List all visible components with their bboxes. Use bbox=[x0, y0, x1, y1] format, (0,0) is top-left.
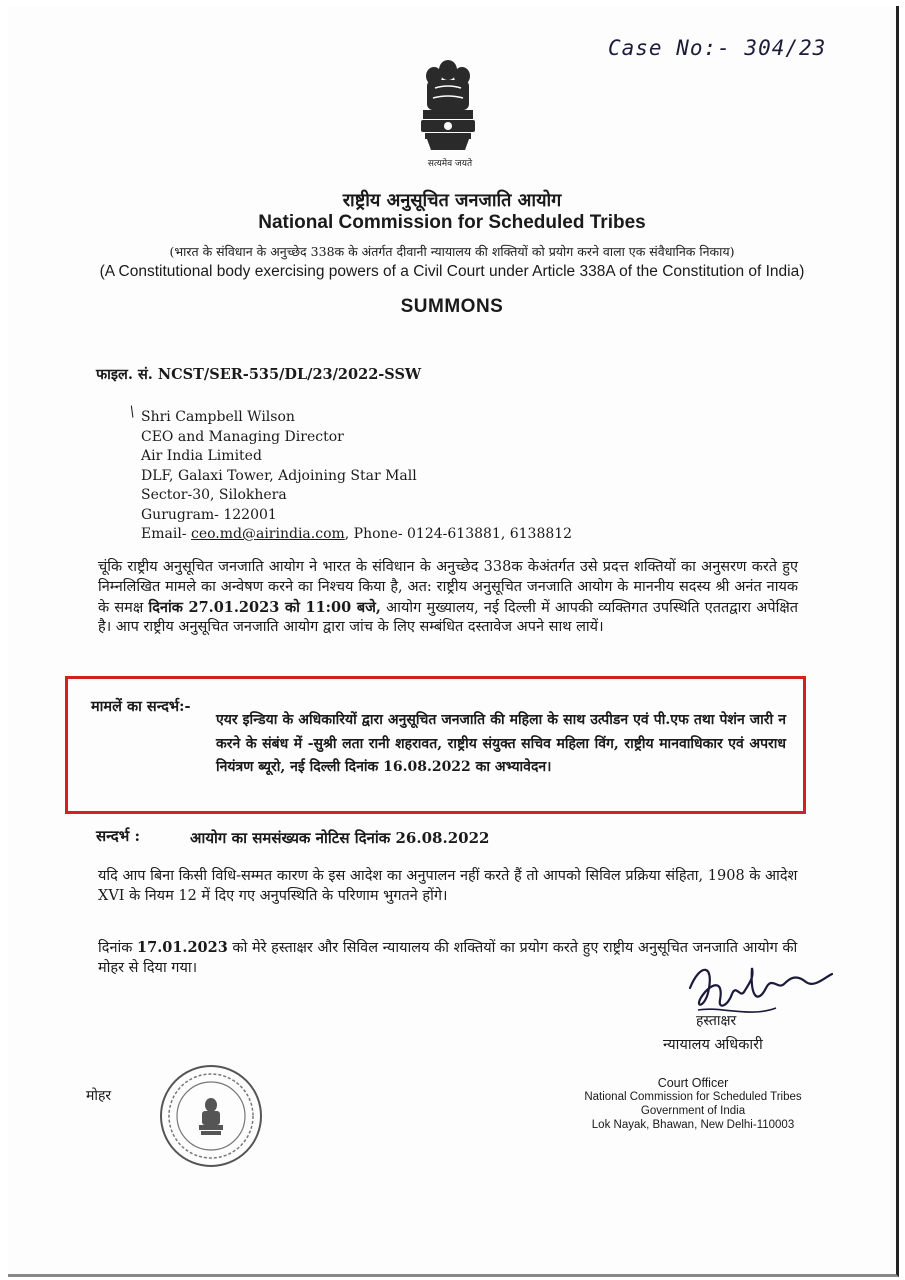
email-label: Email- bbox=[141, 526, 191, 542]
commission-subtitle-hindi: (भारत के संविधान के अनुच्छेद 338क के अंतर्गत दीवानी न्यायालय की शक्तियों को प्रयोग करने वाला एक संवैधानिक निकाय) bbox=[169, 244, 735, 259]
commission-title-hindi: राष्ट्रीय अनुसूचित जनजाति आयोग bbox=[342, 190, 562, 211]
addressee-company: Air India Limited bbox=[141, 448, 262, 464]
court-officer-block bbox=[568, 1076, 818, 1132]
para1-text-a: चूंकि राष्ट्रीय अनुसूचित जनजाति आयोग ने भारत के संविधान के अनुच्छेद 338क केअंतर्गत उसे प्रदत्त शक्तियों का अनुसरण करते हुए निम्नलिखित मामले का अन्वेषण करने का निश्चय किया है, अत: राष्ट्रीय अनुसूचित जनजाति आयोग के माननीय सदस्य श्री अनंत नायक के समक्ष bbox=[98, 559, 798, 616]
email-link[interactable]: ceo.md@airindia.com bbox=[190, 526, 345, 542]
tick-mark-icon: / bbox=[126, 403, 138, 421]
officer-address: Lok Nayak, Bhawan, New Delhi-110003 bbox=[591, 1119, 795, 1131]
court-officer-hindi: न्यायालय अधिकारी bbox=[663, 1037, 763, 1053]
case-reference-label: मामलें का सन्दर्भ:- bbox=[91, 698, 191, 715]
para3-text-b: को मेरे हस्ताक्षर और सिविल न्यायालय की शक्तियों का प्रयोग करते हुए राष्ट्रीय अनुसूचित जनजाति आयोग की मोहर से दिया गया। bbox=[98, 940, 798, 976]
phone-text: , Phone- 0124-613881, 6138812 bbox=[344, 526, 573, 542]
addressee-city: Gurugram- 122001 bbox=[141, 506, 277, 523]
addressee-contact bbox=[141, 525, 572, 545]
reference-text: आयोग का समसंख्यक नोटिस दिनांक 26.08.2022 bbox=[190, 829, 490, 847]
officer-organization: National Commission for Scheduled Tribes bbox=[584, 1091, 802, 1103]
para3-text-a: दिनांक bbox=[98, 940, 138, 956]
addressee-designation: CEO and Managing Director bbox=[141, 428, 344, 445]
officer-government: Government of India bbox=[640, 1105, 746, 1117]
commission-title-english: National Commission for Scheduled Tribes bbox=[258, 212, 646, 233]
officer-title: Court Officer bbox=[657, 1076, 729, 1090]
reference-label: सन्दर्भ : bbox=[96, 827, 141, 845]
addressee-address-line-1: DLF, Galaxi Tower, Adjoining Star Mall bbox=[141, 467, 417, 484]
document-heading: SUMMONS bbox=[400, 296, 504, 317]
case-reference-text: एयर इन्डिया के अधिकारियों द्वारा अनुसूचित जनजाति की महिला के साथ उत्पीडन एवं पी.एफ तथा पेशंन जारी न करने के संबंध में -सुश्री लता रानी शहरावत, राष्ट्रीय संयुक्त सचिव महिला विंग, राष्ट्रीय मानवाधिकार एवं अपराध नियंत्रण ब्यूरो, नई दिल्ली दिनांक 16.08.2022 का अभ्यावेदन। bbox=[216, 712, 786, 775]
case-number-handwritten: Case No:- 304/23 bbox=[608, 36, 827, 60]
issue-date: 17.01.2023 bbox=[137, 939, 228, 956]
summons-body-paragraph bbox=[98, 558, 798, 638]
para1-text-b: आयोग मुख्यालय, नई दिल्ली में आपकी व्यक्तिगत उपस्थिति एततद्वारा अपेक्षित है। आप राष्ट्रीय अनुसूचित जनजाति आयोग द्वारा जांच के लिए सम्बंधित दस्तावेज अपने साथ लायें। bbox=[98, 599, 798, 636]
hearing-date-time: दिनांक 27.01.2023 को 11:00 बजे, bbox=[148, 598, 381, 616]
summons-document bbox=[8, 6, 899, 1277]
commission-seal-icon bbox=[156, 1061, 266, 1171]
non-compliance-paragraph: यदि आप बिना किसी विधि-सम्मत कारण के इस आदेश का अनुपालन नहीं करते हैं तो आपको सिविल प्रक्रिया संहिता, 1908 के आदेश XVI के नियम 12 में दिए गए अनुपस्थिति के परिणाम भुगतने होंगे। bbox=[98, 868, 798, 904]
emblem-motto: सत्यमेव जयते bbox=[427, 159, 473, 169]
commission-subtitle-english: (A Constitutional body exercising powers of a Civil Court under Article 338A of the Constitution of India) bbox=[99, 263, 805, 280]
addressee-name: Shri Campbell Wilson bbox=[141, 409, 295, 425]
addressee-block bbox=[141, 408, 572, 545]
file-number: फाइल. सं. NCST/SER-535/DL/23/2022-SSW bbox=[96, 366, 422, 383]
seal-label: मोहर bbox=[86, 1088, 112, 1104]
addressee-address-line-2: Sector-30, Silokhera bbox=[141, 487, 287, 503]
signature-label: हस्ताक्षर bbox=[696, 1013, 737, 1029]
